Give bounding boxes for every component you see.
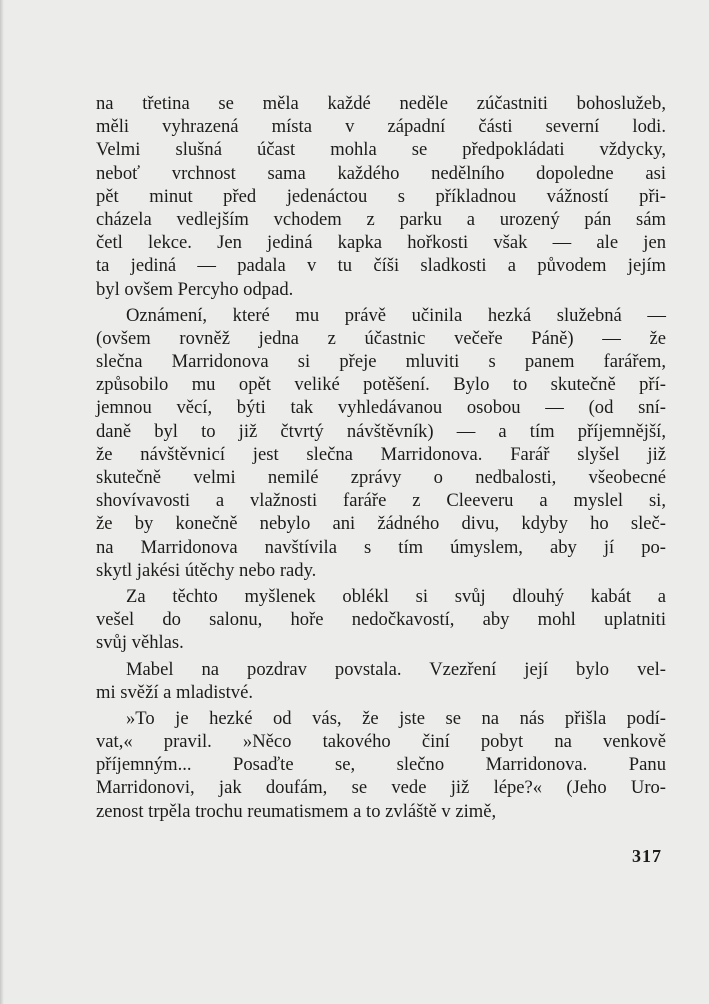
paragraph [96, 585, 666, 655]
text-line: »To je hezké od vás, že jste se na nás přišla podí- [126, 707, 666, 729]
page-number: 317 [632, 846, 662, 866]
text-line: měli vyhrazená místa v západní části severní lodi. [96, 116, 666, 138]
text-line: neboť vrchnost sama každého nedělního dopoledne asi [96, 162, 666, 184]
text-line: pět minut před jedenáctou s příkladnou vážností při- [96, 185, 666, 207]
text-line: cházela vedlejším vchodem z parku a urozený pán sám [96, 208, 666, 230]
text-line: že by konečně nebylo ani žádného divu, kdyby ho sleč- [96, 513, 666, 535]
text-line: vat,« pravil. »Něco takového činí pobyt na venkově [96, 731, 666, 753]
text-line: na Marridonova navštívila s tím úmyslem, aby jí po- [96, 536, 666, 558]
text-line: že návštěvnicí jest slečna Marridonova. Farář slyšel již [96, 443, 666, 465]
text-line: jemnou věcí, býti tak vyhledávanou osobou — (od sní- [96, 397, 666, 419]
text-line: skytl jakési útěchy nebo rady. [96, 559, 317, 581]
text-line: zenost trpěla trochu reumatismem a to zvláště v zimě, [96, 800, 497, 822]
text-line: shovívavosti a vlažnosti faráře z Cleeveru a myslel si, [96, 490, 666, 512]
text-line: skutečně velmi nemilé zprávy o nedbalosti, všeobecné [96, 467, 666, 488]
text-line: byl ovšem Percyho odpad. [96, 278, 294, 300]
book-page-text [96, 92, 666, 826]
text-line: Mabel na pozdrav povstala. Vzezření její bylo vel- [126, 658, 666, 680]
paragraph [96, 92, 666, 301]
text-line: slečna Marridonova si přeje mluviti s panem farářem, [96, 351, 666, 373]
text-line: (ovšem rovněž jedna z účastnic večeře Páně) — že [96, 327, 666, 349]
text-line: příjemným... Posaďte se, slečno Marridonova. Panu [96, 754, 666, 776]
text-line: Velmi slušná účast mohla se předpokládati vždycky, [96, 139, 666, 161]
text-line: mi svěží a mladistvé. [96, 681, 253, 703]
text-line: způsobilo mu opět veliké potěšení. Bylo to skutečně pří- [96, 374, 666, 396]
text-line: Za těchto myšlenek oblékl si svůj dlouhý kabát a [126, 585, 666, 607]
paragraph [96, 658, 666, 704]
text-line: na třetina se měla každé neděle zúčastniti bohoslužeb, [96, 93, 666, 114]
text-line: Oznámení, které mu právě učinila hezká služebná — [126, 304, 666, 326]
page-edge-shadow [0, 0, 4, 1004]
paragraph [96, 304, 666, 582]
paragraph [96, 707, 666, 823]
text-line: svůj věhlas. [96, 632, 184, 654]
text-line: vešel do salonu, hoře nedočkavostí, aby mohl uplatniti [96, 609, 666, 631]
text-line: ta jediná — padala v tu číši sladkosti a původem jejím [96, 255, 666, 277]
text-line: Marridonovi, jak doufám, se vede již lépe?« (Jeho Uro- [96, 777, 666, 799]
text-line: četl lekce. Jen jediná kapka hořkosti však — ale jen [96, 232, 666, 254]
text-line: daně byl to již čtvrtý návštěvník) — a tím příjemnější, [96, 420, 666, 442]
